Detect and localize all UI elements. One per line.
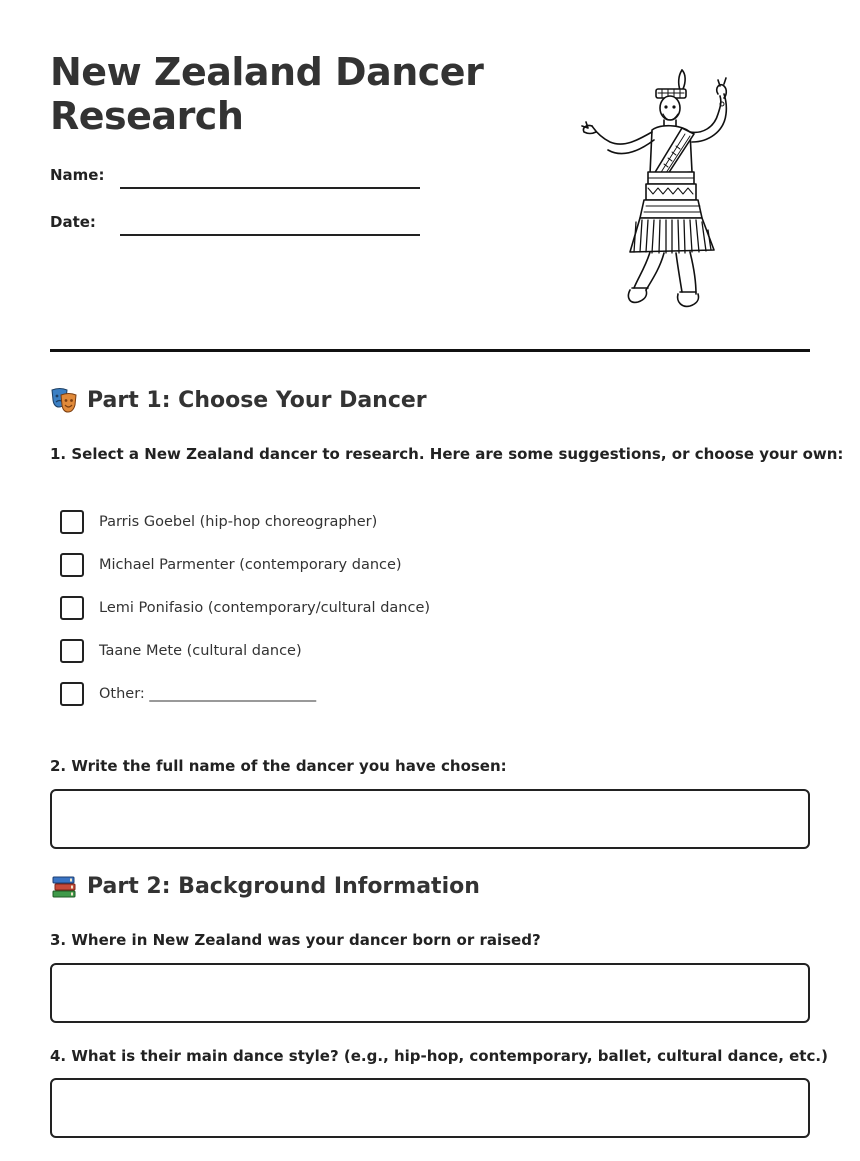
- answer-box-birthplace[interactable]: [50, 963, 810, 1023]
- part1-heading: [50, 386, 427, 414]
- option-label: Michael Parmenter (contemporary dance): [99, 557, 402, 573]
- books-icon: [50, 872, 78, 900]
- option-item: [60, 596, 430, 620]
- date-field: [50, 213, 420, 237]
- name-field: [50, 166, 420, 190]
- option-item: [60, 510, 377, 534]
- option-checkbox[interactable]: [60, 682, 84, 706]
- answer-box-dancer-name[interactable]: [50, 789, 810, 849]
- question-2: 2. Write the full name of the dancer you have chosen:: [50, 757, 507, 775]
- option-item: [60, 639, 302, 663]
- option-item: [60, 682, 316, 706]
- date-line[interactable]: [120, 234, 420, 236]
- name-label: Name:: [50, 166, 105, 184]
- section-divider: [50, 349, 810, 352]
- question-1: 1. Select a New Zealand dancer to research. Here are some suggestions, or choose your own:: [50, 445, 844, 463]
- page-title: New Zealand Dancer Research: [50, 50, 484, 138]
- date-label: Date:: [50, 213, 96, 231]
- answer-box-dance-style[interactable]: [50, 1078, 810, 1138]
- part1-heading-text: Part 1: Choose Your Dancer: [87, 387, 427, 413]
- performing-arts-masks-icon: [50, 386, 78, 414]
- option-label: Parris Goebel (hip-hop choreographer): [99, 514, 378, 530]
- dancer-illustration: [572, 62, 732, 312]
- name-line[interactable]: [120, 187, 420, 189]
- option-label: Lemi Ponifasio (contemporary/cultural dance): [99, 600, 431, 616]
- option-checkbox[interactable]: [60, 510, 84, 534]
- option-checkbox[interactable]: [60, 596, 84, 620]
- option-item: [60, 553, 402, 577]
- question-4: 4. What is their main dance style? (e.g., hip-hop, contemporary, ballet, cultural dance, etc.): [50, 1047, 828, 1065]
- option-label: Other: _______________________: [99, 686, 317, 702]
- part2-heading-text: Part 2: Background Information: [87, 873, 480, 899]
- option-label: Taane Mete (cultural dance): [99, 643, 302, 659]
- question-3: 3. Where in New Zealand was your dancer born or raised?: [50, 931, 541, 949]
- option-checkbox[interactable]: [60, 639, 84, 663]
- option-checkbox[interactable]: [60, 553, 84, 577]
- part2-heading: [50, 872, 480, 900]
